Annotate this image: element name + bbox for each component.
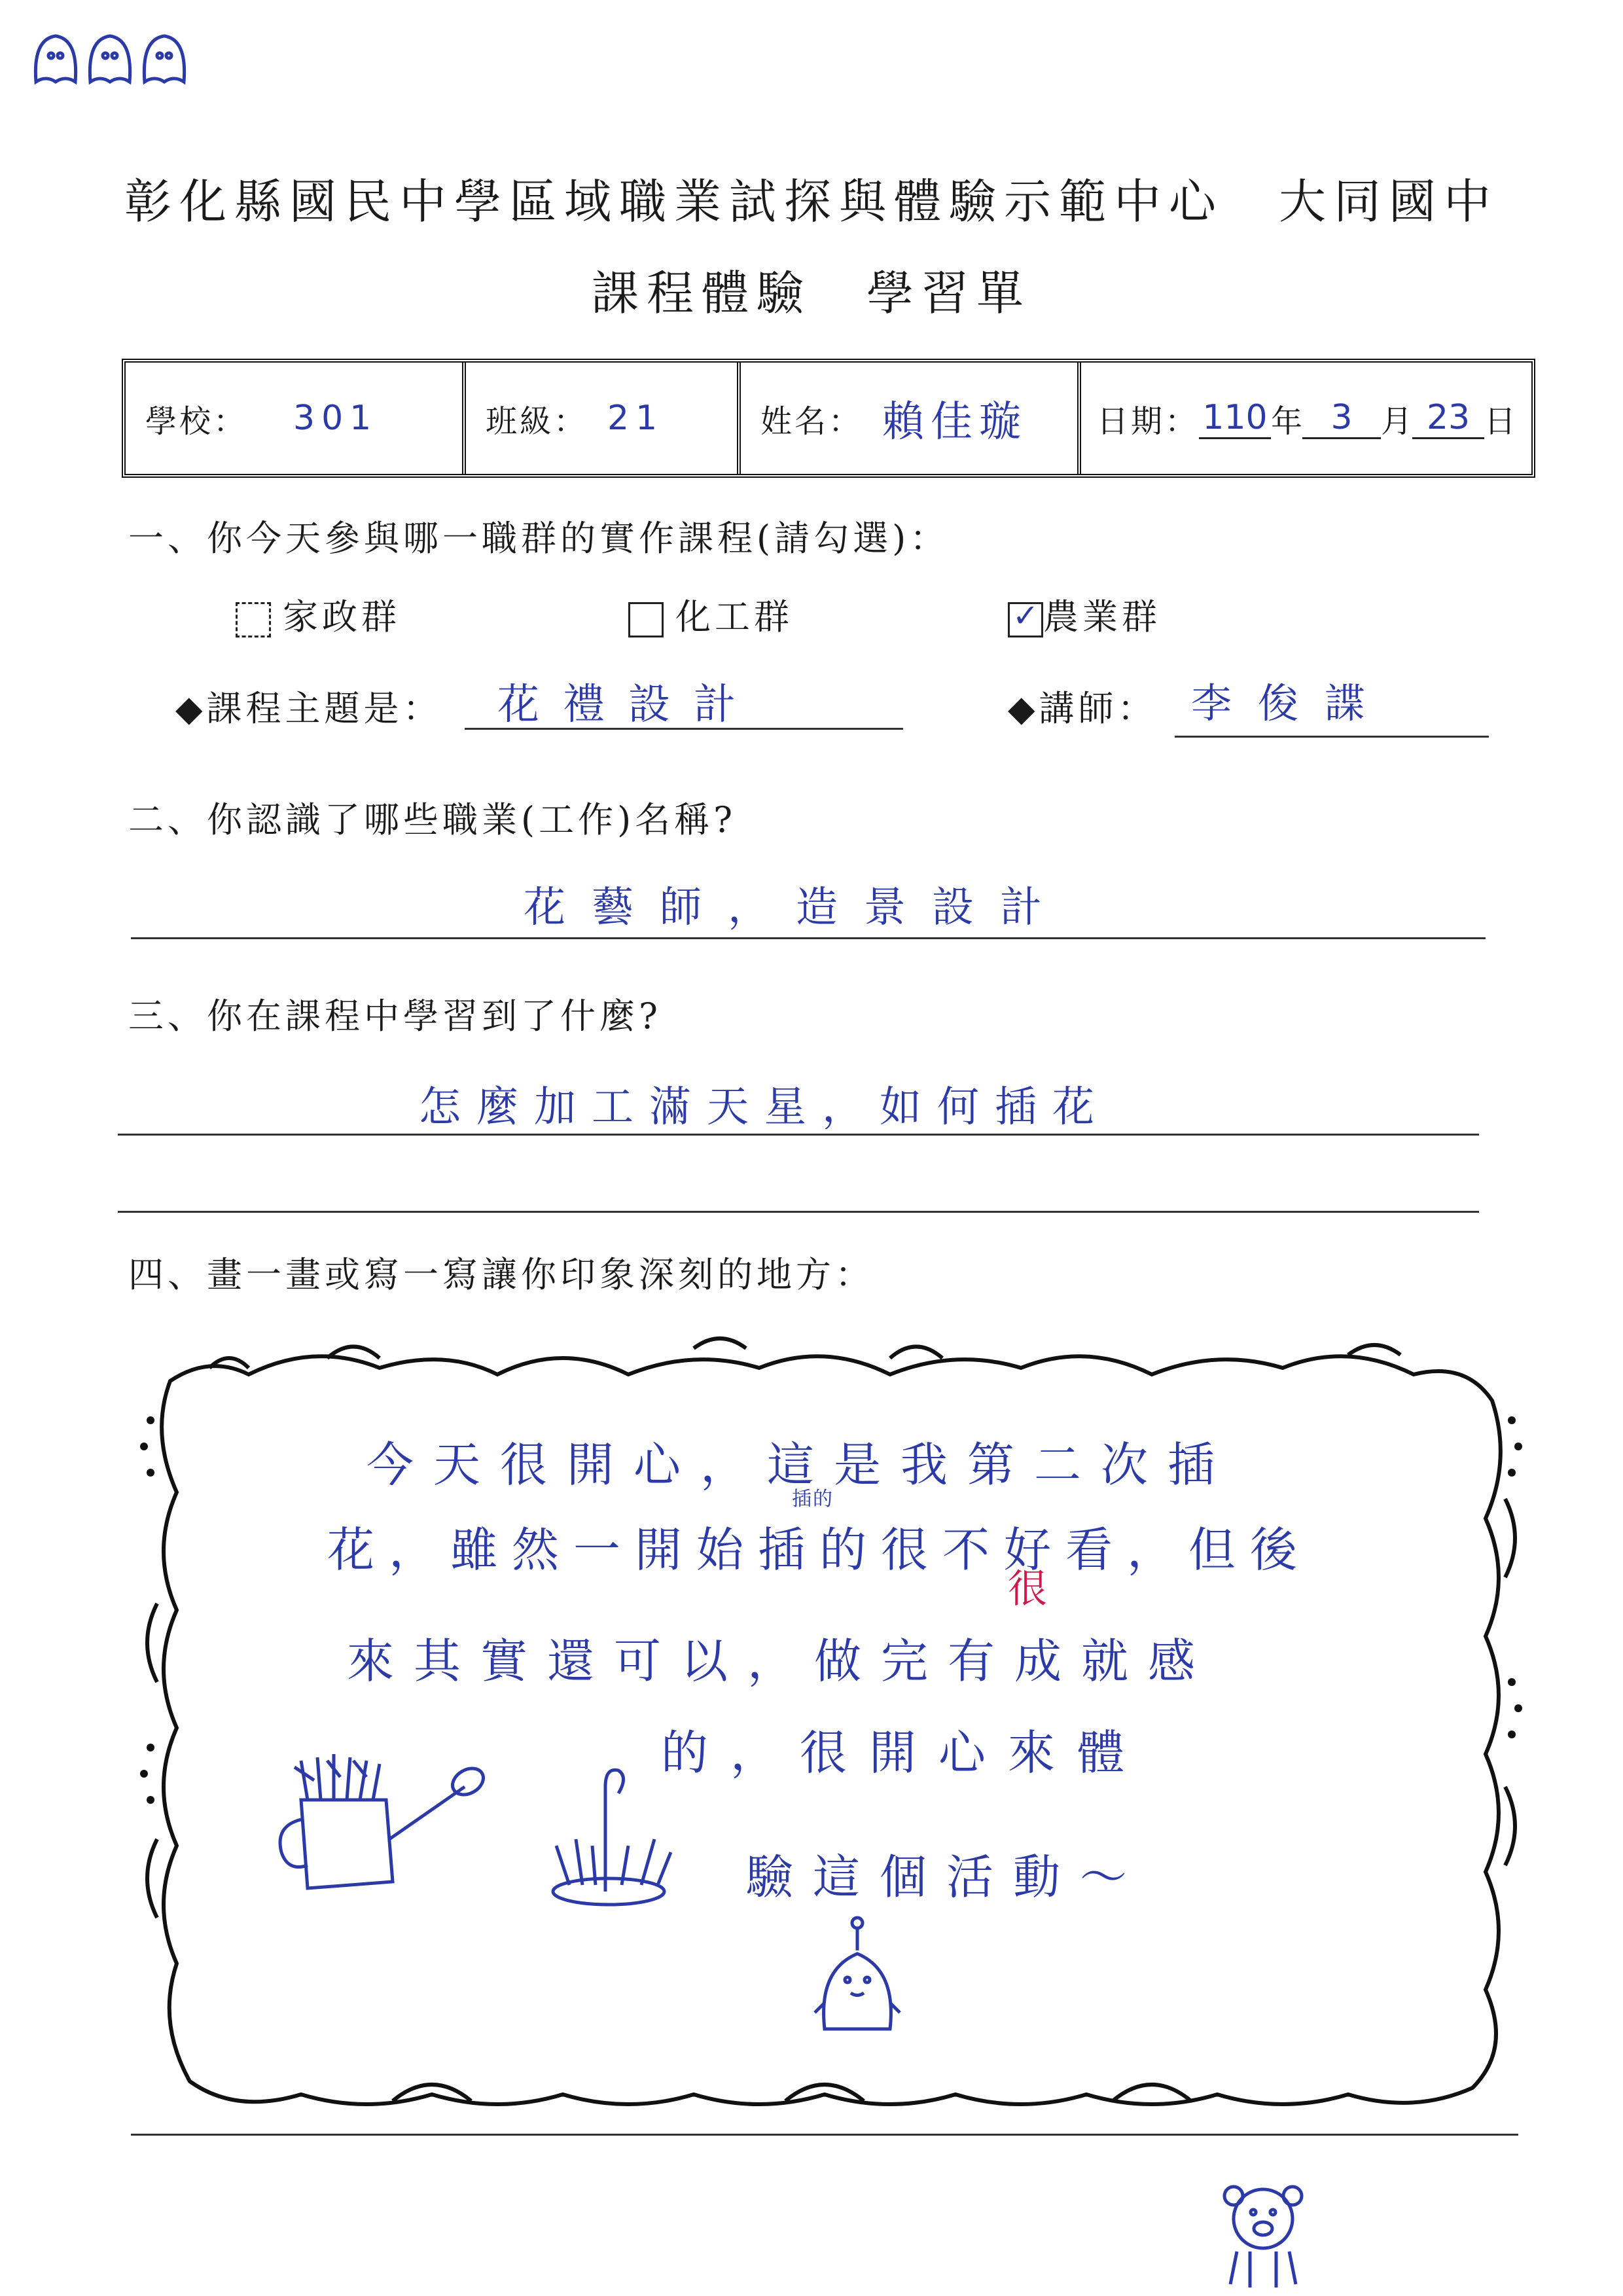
month-unit: 月 — [1381, 403, 1413, 440]
option-label: 家政群 — [283, 596, 401, 637]
date-cell — [1081, 363, 1531, 474]
day-unit: 日 — [1484, 403, 1516, 440]
teacher-underline — [1175, 736, 1489, 738]
answer-3: 怎麼加工滿天星，如何插花 — [419, 1083, 1110, 1132]
class-label: 班級： — [486, 403, 588, 440]
question-2: 二、你認識了哪些職業(工作)名稱? — [128, 799, 737, 840]
question-3: 三、你在課程中學習到了什麼? — [128, 996, 662, 1037]
date-year: 110 — [1199, 398, 1271, 439]
year-unit: 年 — [1271, 403, 1303, 440]
reflection-line-3: 來其實還可以，做完有成就感 — [347, 1634, 1215, 1689]
school-value: 301 — [293, 399, 378, 438]
topic-underline — [465, 728, 903, 730]
reflection-line-5: 驗這個活動～ — [746, 1850, 1147, 1905]
name-value: 賴佳璇 — [882, 398, 1028, 446]
reflection-line-2: 花，雖然一開始插的很不好看，但後 — [327, 1522, 1312, 1577]
class-cell — [466, 363, 741, 474]
date-month: 3 — [1302, 398, 1381, 439]
info-table — [122, 359, 1535, 478]
option-label: 化工群 — [675, 596, 793, 637]
bottom-rule — [131, 2134, 1518, 2136]
name-label: 姓名： — [760, 403, 863, 440]
teacher-value: 李俊諜 — [1191, 679, 1392, 727]
school-cell — [126, 363, 466, 474]
question-1: 一、你今天參與哪一職群的實作課程(請勾選)： — [128, 518, 950, 559]
page-title: 彰化縣國民中學區域職業試探與體驗示範中心 大同國中 — [124, 174, 1499, 229]
answer-2-line — [131, 937, 1486, 939]
page-subtitle: 課程體驗 學習單 — [591, 266, 1031, 321]
answer-3-line-2 — [118, 1211, 1479, 1213]
option-label: 農業群 — [1043, 596, 1161, 637]
option-home-economics[interactable] — [236, 589, 401, 639]
answer-3-line-1 — [118, 1134, 1479, 1136]
option-chemical[interactable] — [628, 589, 793, 639]
checkbox-chemical[interactable] — [628, 602, 664, 637]
option-agriculture[interactable] — [1008, 589, 1161, 639]
date-label: 日期： — [1097, 403, 1200, 440]
topic-value: 花禮設計 — [497, 681, 759, 729]
check-mark-icon: ✓ — [1012, 598, 1043, 634]
class-value: 21 — [607, 399, 664, 438]
plant-doodle-icon — [543, 1761, 687, 1918]
date-day: 23 — [1412, 398, 1484, 439]
teacher-label: ◆講師： — [1008, 688, 1157, 729]
name-cell — [741, 363, 1081, 474]
answer-2: 花藝師，造景設計 — [524, 884, 1068, 932]
school-label: 學校： — [145, 403, 248, 440]
alien-doodle-icon — [812, 1911, 903, 2042]
reflection-line-1: 今天很開心，這是我第二次插 — [366, 1437, 1235, 1492]
ghost-doodle-icon — [26, 26, 196, 92]
checkbox-home-economics[interactable] — [236, 602, 271, 637]
question-4: 四、畫一畫或寫一寫讓你印象深刻的地方： — [128, 1254, 874, 1295]
reflection-insert-note: 插的 — [792, 1488, 834, 1511]
reflection-red-correction: 很 — [1008, 1566, 1047, 1612]
topic-label: ◆課程主題是： — [175, 688, 442, 729]
checkbox-agriculture[interactable] — [1008, 598, 1043, 637]
reflection-line-4: 的，很開心來體 — [661, 1725, 1147, 1780]
watering-can-icon — [268, 1741, 504, 1898]
bear-doodle-icon — [1217, 2179, 1309, 2291]
